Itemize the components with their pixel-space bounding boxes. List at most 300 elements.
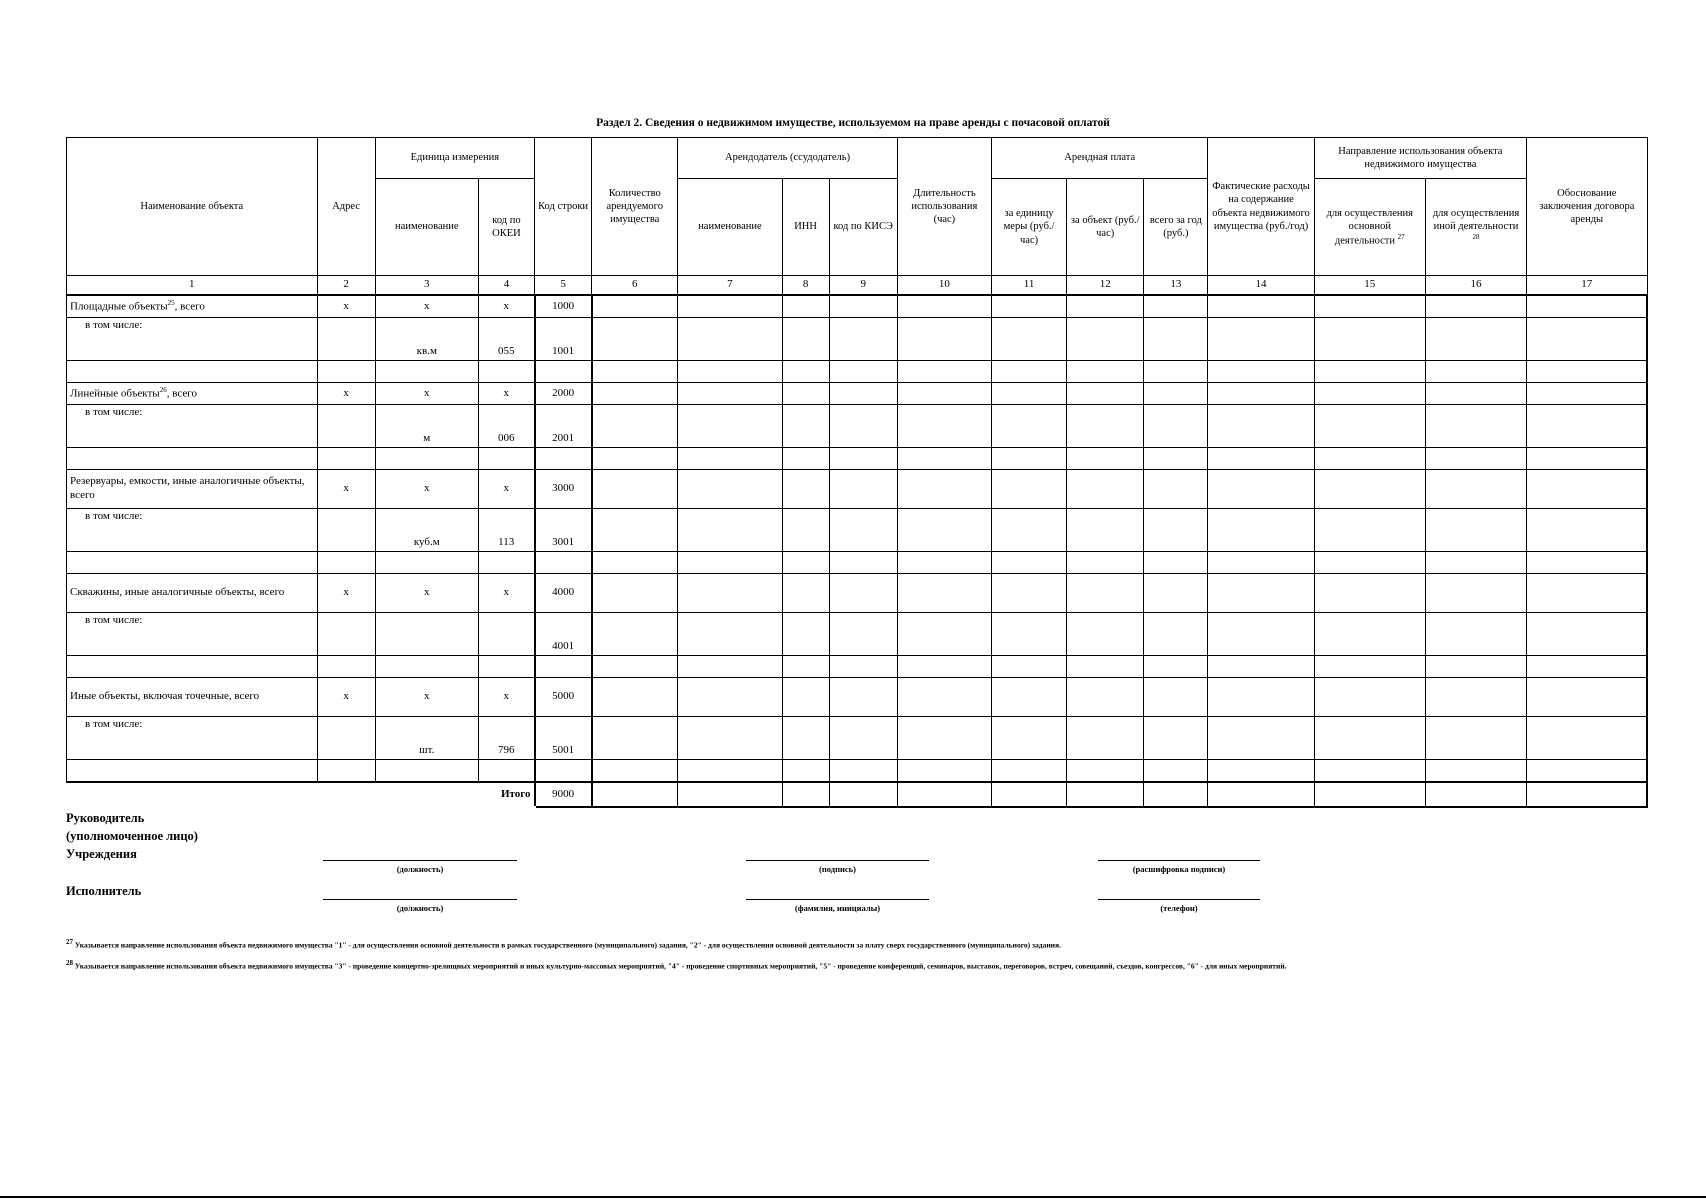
table-cell [375,552,478,574]
x-marker: x [478,678,534,717]
table-cell [1425,656,1526,678]
column-number: 1 [67,276,318,296]
x-marker: x [478,295,534,318]
hdr-rent-unit: за единицу меры (руб./час) [991,179,1066,276]
table-cell [829,448,897,470]
table-cell [1314,470,1425,509]
table-cell [1425,509,1526,552]
table-cell [678,383,782,405]
column-number: 4 [478,276,534,296]
table-cell [1208,656,1314,678]
x-marker: x [478,574,534,613]
total-label: Итого [67,782,535,807]
x-marker: x [375,678,478,717]
table-cell [1144,383,1208,405]
head-label-3: Учреждения [66,847,137,861]
table-cell [782,448,829,470]
x-marker: x [317,574,375,613]
table-cell [829,613,897,656]
position2-caption: (должность) [396,903,444,913]
table-cell [317,318,375,361]
table-cell [1527,613,1647,656]
phone-line [1098,899,1260,900]
table-cell [782,318,829,361]
table-cell [897,405,991,448]
table-cell [829,782,897,807]
table-cell [1208,717,1314,760]
footnote-28: $^{28}$ Указывается направление использования объекта недвижимого имущества "3" - проведение концертно-зрелищных мероприятий и иных культурно-массовых мероприятий, "4" - проведение спортивных мероприятий, "5" - проведение конференций, семинаров, выставок, переговоров, встреч, совещаний, съездов, конгрессов, "6" - для иных мероприятий. [66,959,1287,971]
table-cell [1144,448,1208,470]
table-cell [829,656,897,678]
x-marker: x [317,470,375,509]
table-cell [782,361,829,383]
okei-code: 006 [478,405,534,448]
x-marker: x [478,470,534,509]
name-caption: (фамилия, инициалы) [794,903,881,913]
subsection-row [67,318,1648,361]
table-cell [678,448,782,470]
table-cell [897,552,991,574]
table-cell [829,383,897,405]
blank-row [67,552,1648,574]
table-cell [1144,782,1208,807]
table-cell [1314,678,1425,717]
table-cell [991,448,1066,470]
table-cell [991,383,1066,405]
table-cell [678,656,782,678]
column-number: 14 [1208,276,1314,296]
table-cell [1208,405,1314,448]
table-cell [782,656,829,678]
table-cell [1144,470,1208,509]
okei-code: 055 [478,318,534,361]
hdr-inn: ИНН [782,179,829,276]
row-code: 5000 [535,678,592,717]
section-row [67,383,1648,405]
table-cell [1208,318,1314,361]
total-row [67,782,1648,807]
hdr-rent-group: Арендная плата [991,138,1207,179]
column-number: 12 [1067,276,1144,296]
table-cell [1067,318,1144,361]
total-code: 9000 [535,782,592,807]
subsection-label: в том числе: [67,405,318,448]
table-cell [317,361,375,383]
table-cell [897,574,991,613]
section-name: Резервуары, емкости, иные аналогичные объекты, всего [67,470,318,509]
table-cell [592,574,678,613]
table-cell [829,318,897,361]
table-cell [991,552,1066,574]
table-cell [592,509,678,552]
table-cell [1314,405,1425,448]
table-cell [317,717,375,760]
section-name: Площадные объекты$^{25}$, всего [67,295,318,318]
table-cell [1208,760,1314,783]
table-cell [897,448,991,470]
table-cell [317,656,375,678]
table-cell [897,470,991,509]
column-number: 3 [375,276,478,296]
subsection-label: в том числе: [67,613,318,656]
section-name: Линейные объекты$^{26}$, всего [67,383,318,405]
column-number: 9 [829,276,897,296]
hdr-address: Адрес [317,138,375,276]
table-cell [1144,760,1208,783]
row-code: 1001 [535,318,592,361]
table-cell [678,470,782,509]
table-cell [991,613,1066,656]
table-cell [897,295,991,318]
table-cell [678,782,782,807]
unit-name [375,613,478,656]
table-cell [829,361,897,383]
table-cell [535,552,592,574]
table-cell [1208,552,1314,574]
table-cell [478,760,534,783]
x-marker: x [317,295,375,318]
table-cell [897,318,991,361]
row-code: 3000 [535,470,592,509]
table-cell [1314,448,1425,470]
blank-row [67,760,1648,783]
rental-table [66,137,1648,808]
decode-line [1098,860,1260,861]
page-bottom-rule [0,1196,1706,1198]
table-cell [782,405,829,448]
table-cell [1527,448,1647,470]
table-cell [829,760,897,783]
table-cell [67,361,318,383]
name-line [746,899,929,900]
table-cell [1527,782,1647,807]
phone-caption: (телефон) [1160,903,1198,913]
subsection-row [67,613,1648,656]
position2-line [323,899,517,900]
table-cell [1527,656,1647,678]
column-number-row [67,276,1648,296]
table-cell [1208,574,1314,613]
table-cell [592,405,678,448]
table-cell [1208,509,1314,552]
section-row [67,574,1648,613]
table-cell [897,361,991,383]
table-cell [375,448,478,470]
table-cell [1067,383,1144,405]
table-cell [1314,613,1425,656]
table-cell [478,361,534,383]
table-cell [1067,717,1144,760]
okei-code: 796 [478,717,534,760]
table-cell [375,361,478,383]
table-cell [1425,717,1526,760]
table-cell [1425,361,1526,383]
row-code: 2000 [535,383,592,405]
table-cell [782,295,829,318]
table-cell [897,760,991,783]
table-cell [1067,656,1144,678]
table-cell [67,760,318,783]
table-cell [592,448,678,470]
position-line [323,860,517,861]
table-cell [1067,613,1144,656]
table-cell [1314,782,1425,807]
table-cell [678,678,782,717]
column-number: 7 [678,276,782,296]
unit-name: м [375,405,478,448]
subsection-row [67,717,1648,760]
position-caption: (должность) [396,864,444,874]
hdr-lessor-group: Арендодатель (ссудодатель) [678,138,897,179]
row-code: 5001 [535,717,592,760]
table-cell [1314,574,1425,613]
column-number: 2 [317,276,375,296]
hdr-duration: Длительность использования (час) [897,138,991,276]
table-cell [829,470,897,509]
row-code: 3001 [535,509,592,552]
okei-code: 113 [478,509,534,552]
table-cell [678,509,782,552]
unit-name: куб.м [375,509,478,552]
table-cell [375,760,478,783]
table-cell [1067,760,1144,783]
column-number: 16 [1425,276,1526,296]
table-cell [829,405,897,448]
unit-name: кв.м [375,318,478,361]
table-cell [782,782,829,807]
table-cell [991,717,1066,760]
table-cell [1067,552,1144,574]
x-marker: x [478,383,534,405]
column-number: 15 [1314,276,1425,296]
section-row [67,470,1648,509]
table-cell [829,509,897,552]
table-cell [678,574,782,613]
table-cell [592,678,678,717]
table-cell [67,552,318,574]
table-cell [1314,552,1425,574]
table-cell [1314,318,1425,361]
hdr-usage-group: Направление использования объекта недвижимого имущества [1314,138,1526,179]
table-cell [1067,470,1144,509]
table-cell [1425,760,1526,783]
table-cell [1527,678,1647,717]
column-number: 17 [1527,276,1647,296]
table-cell [67,448,318,470]
table-cell [1425,552,1526,574]
row-code: 2001 [535,405,592,448]
table-cell [1067,361,1144,383]
subsection-label: в том числе: [67,509,318,552]
table-cell [1527,509,1647,552]
table-cell [1067,574,1144,613]
hdr-rent-object: за объект (руб./час) [1067,179,1144,276]
table-cell [1208,448,1314,470]
hdr-rent-year: всего за год (руб.) [1144,179,1208,276]
table-cell [1425,470,1526,509]
executor-label: Исполнитель [66,884,142,898]
table-cell [1527,760,1647,783]
x-marker: x [375,383,478,405]
x-marker: x [375,295,478,318]
table-cell [678,361,782,383]
hdr-actual-costs: Фактические расходы на содержание объекта недвижимого имущества (руб./год) [1208,138,1314,276]
column-number: 8 [782,276,829,296]
subsection-row [67,509,1648,552]
blank-row [67,448,1648,470]
table-cell [782,470,829,509]
table-cell [1527,574,1647,613]
table-cell [1144,361,1208,383]
table-cell [592,295,678,318]
column-number: 10 [897,276,991,296]
table-cell [1144,717,1208,760]
table-cell [1208,678,1314,717]
table-cell [1144,678,1208,717]
column-number: 11 [991,276,1066,296]
column-number: 13 [1144,276,1208,296]
column-number: 6 [592,276,678,296]
head-label-1: Руководитель [66,811,145,825]
footnote-27: $^{27}$ Указывается направление использования объекта недвижимого имущества "1" - для осуществления основной деятельности в рамках государственного (муниципального) задания, "2" - для осуществления основной деятельности за плату сверх государственного (муниципального) задания. [66,938,1061,950]
table-cell [1314,361,1425,383]
table-cell [991,405,1066,448]
table-cell [1067,295,1144,318]
table-cell [782,678,829,717]
subsection-row [67,405,1648,448]
section-name: Скважины, иные аналогичные объекты, всего [67,574,318,613]
table-cell [897,717,991,760]
table-cell [592,383,678,405]
table-cell [782,383,829,405]
table-cell [535,448,592,470]
table-cell [1527,318,1647,361]
table-cell [1527,383,1647,405]
decode-caption: (расшифровка подписи) [1132,864,1226,874]
table-cell [478,448,534,470]
table-cell [1425,295,1526,318]
table-cell [1208,613,1314,656]
table-cell [1067,509,1144,552]
table-cell [829,295,897,318]
table-cell [897,383,991,405]
table-cell [1144,656,1208,678]
subsection-label: в том числе: [67,318,318,361]
table-cell [592,470,678,509]
x-marker: x [317,383,375,405]
table-body [67,295,1648,807]
table-cell [991,574,1066,613]
table-cell [782,574,829,613]
table-cell [592,613,678,656]
subsection-label: в том числе: [67,717,318,760]
table-cell [1425,782,1526,807]
table-cell [592,361,678,383]
table-cell [1208,361,1314,383]
table-cell [1144,574,1208,613]
hdr-unit-code: код по ОКЕИ [478,179,534,276]
column-number: 5 [535,276,592,296]
hdr-object-name: Наименование объекта [67,138,318,276]
table-cell [592,760,678,783]
table-cell [592,318,678,361]
table-cell [829,717,897,760]
table-cell [782,613,829,656]
section-name: Иные объекты, включая точечные, всего [67,678,318,717]
table-cell [782,717,829,760]
table-cell [991,782,1066,807]
section-row [67,295,1648,318]
table-cell [1144,509,1208,552]
table-cell [317,613,375,656]
table-cell [1425,383,1526,405]
table-cell [991,656,1066,678]
table-cell [1208,383,1314,405]
table-cell [1208,470,1314,509]
hdr-lessor-name: наименование [678,179,782,276]
table-cell [1527,552,1647,574]
table-cell [1527,470,1647,509]
table-cell [317,552,375,574]
table-cell [1067,405,1144,448]
table-cell [478,552,534,574]
x-marker: x [375,574,478,613]
table-cell [678,405,782,448]
table-cell [317,509,375,552]
table-cell [678,760,782,783]
table-cell [1067,448,1144,470]
x-marker: x [375,470,478,509]
x-marker: x [317,678,375,717]
row-code: 1000 [535,295,592,318]
table-cell [829,678,897,717]
table-cell [991,295,1066,318]
table-cell [991,760,1066,783]
blank-row [67,656,1648,678]
hdr-quantity: Количество арендуемого имущества [592,138,678,276]
table-cell [67,656,318,678]
table-cell [1208,782,1314,807]
table-cell [897,656,991,678]
blank-row [67,361,1648,383]
table-cell [991,470,1066,509]
table-cell [991,509,1066,552]
hdr-usage-other: для осуществления иной деятельности $^{28}$ [1425,179,1526,276]
table-cell [592,717,678,760]
table-cell [1314,383,1425,405]
table-cell [678,295,782,318]
table-cell [1144,552,1208,574]
table-cell [1314,760,1425,783]
table-cell [1144,318,1208,361]
signature-line [746,860,929,861]
table-cell [1314,509,1425,552]
table-cell [678,552,782,574]
hdr-unit-name: наименование [375,179,478,276]
section-title: Раздел 2. Сведения о недвижимом имуществе, используемом на праве аренды с почасовой оплатой [596,117,1110,129]
table-cell [1425,613,1526,656]
table-cell [678,613,782,656]
row-code: 4001 [535,613,592,656]
table-cell [592,656,678,678]
table-cell [592,782,678,807]
table-cell [1425,678,1526,717]
table-cell [1314,717,1425,760]
table-cell [1144,295,1208,318]
table-cell [1208,295,1314,318]
table-cell [1527,295,1647,318]
table-cell [375,656,478,678]
